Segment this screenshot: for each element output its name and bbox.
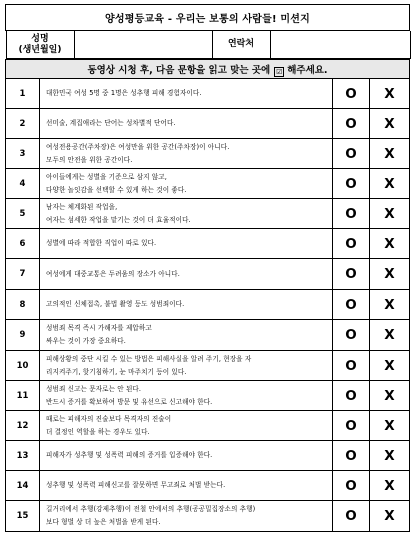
mission-table [5, 4, 410, 532]
question-line2: 더 결정인 역할을 하는 경우도 있다. [46, 427, 150, 436]
answer-o-option[interactable]: O [333, 381, 370, 411]
answer-o-option[interactable]: O [333, 320, 370, 351]
question-row [6, 229, 410, 259]
question-number: 13 [6, 441, 40, 471]
answer-o-option[interactable]: O [333, 229, 370, 259]
question-line2: 보다 형벌 상 더 높은 처벌을 받게 된다. [46, 518, 161, 526]
answer-o-option[interactable]: O [333, 351, 370, 381]
question-number: 9 [6, 320, 40, 351]
name-label-line2: (생년월일) [18, 44, 62, 55]
question-line1: 여성에게 대중교통은 두려움의 장소가 아니다. [46, 269, 180, 278]
answer-x-option[interactable]: X [370, 471, 410, 501]
answer-x-option[interactable]: X [370, 259, 410, 290]
answer-o-option[interactable]: O [333, 109, 370, 139]
question-row [6, 109, 410, 139]
question-line2: 싸우는 것이 가장 중요하다. [46, 337, 126, 345]
question-text [40, 259, 333, 290]
answer-o-option[interactable]: O [333, 290, 370, 320]
page-title: 양성평등교육 - 우리는 보통의 사람들! 미션지 [6, 5, 410, 31]
question-text [40, 320, 333, 351]
question-text [40, 199, 333, 229]
question-row [6, 79, 410, 109]
question-line1: 여성전용공간(주차장)은 여성만을 위한 공간(주차장)이 아니다. [46, 142, 230, 151]
question-line1: 아이들에게는 성별을 기준으로 삼지 않고, [46, 172, 167, 181]
answer-x-option[interactable]: X [370, 139, 410, 169]
question-row [6, 320, 410, 351]
question-line1: 피해상황의 중단 시킬 수 있는 방법은 피해사실을 알려 주기, 현장을 자 [46, 354, 252, 363]
answer-x-option[interactable]: X [370, 79, 410, 109]
instruction-text-before: 동영상 시청 후, 다음 문항을 읽고 맞는 곳에 [87, 64, 271, 76]
question-line1: 성범죄 신고는 문자로는 안 된다. [46, 384, 142, 393]
question-line1: 고의적인 신체접촉, 불법 촬영 등도 성범죄이다. [46, 300, 185, 308]
question-text [40, 471, 333, 501]
question-number: 1 [6, 79, 40, 109]
question-text [40, 351, 333, 381]
name-field[interactable] [74, 31, 212, 59]
question-text [40, 411, 333, 441]
question-text [40, 381, 333, 411]
question-line2: 다양한 놀잇감을 선택할 수 있게 하는 것이 좋다. [46, 185, 187, 194]
question-row [6, 381, 410, 411]
name-label-line1: 성명 [31, 33, 49, 44]
question-line1: 대한민국 여성 5명 중 1명은 성추행 피해 경험자이다. [46, 89, 202, 97]
question-row [6, 199, 410, 229]
answer-o-option[interactable]: O [333, 199, 370, 229]
answer-x-option[interactable]: X [370, 199, 410, 229]
question-line2: 리지켜주기, 핫기침하기, 눈 마주치기 등이 있다. [46, 367, 187, 376]
question-number: 12 [6, 411, 40, 441]
question-line1: 성추행 및 성폭력 피해신고를 잘못하면 무고죄로 처벌 받는다. [46, 481, 226, 489]
answer-x-option[interactable]: X [370, 501, 410, 532]
question-number: 11 [6, 381, 40, 411]
question-text [40, 229, 333, 259]
answer-x-option[interactable]: X [370, 381, 410, 411]
answer-x-option[interactable]: X [370, 320, 410, 351]
question-line2: 반드시 증거를 확보하여 방문 및 유선으로 신고해야 한다. [46, 397, 213, 406]
answer-x-option[interactable]: X [370, 441, 410, 471]
question-number: 5 [6, 199, 40, 229]
question-row [6, 169, 410, 199]
name-label [6, 31, 74, 59]
question-text [40, 109, 333, 139]
question-line2: 모두의 안전을 위한 공간이다. [46, 155, 133, 164]
question-row [6, 501, 410, 532]
question-number: 10 [6, 351, 40, 381]
question-line1: 선미술, 계집애라는 단어는 성차별적 단어다. [46, 119, 176, 127]
answer-x-option[interactable]: X [370, 169, 410, 199]
answer-o-option[interactable]: O [333, 441, 370, 471]
question-number: 4 [6, 169, 40, 199]
answer-o-option[interactable]: O [333, 259, 370, 290]
answer-x-option[interactable]: X [370, 351, 410, 381]
contact-label: 연락처 [212, 31, 270, 59]
question-line1: 성범죄 목격 즉시 가해자를 제압하고 [46, 324, 152, 332]
question-text [40, 441, 333, 471]
answer-x-option[interactable]: X [370, 290, 410, 320]
answer-o-option[interactable]: O [333, 501, 370, 532]
question-row [6, 259, 410, 290]
question-text [40, 79, 333, 109]
question-number: 15 [6, 501, 40, 532]
question-text [40, 169, 333, 199]
answer-o-option[interactable]: O [333, 79, 370, 109]
instruction-text-after: 해주세요. [287, 64, 328, 76]
answer-o-option[interactable]: O [333, 411, 370, 441]
question-number: 14 [6, 471, 40, 501]
question-text [40, 139, 333, 169]
question-row [6, 351, 410, 381]
question-number: 7 [6, 259, 40, 290]
question-number: 6 [6, 229, 40, 259]
question-line1: 성별에 따라 적합한 직업이 따로 있다. [46, 239, 157, 247]
question-number: 2 [6, 109, 40, 139]
question-row [6, 441, 410, 471]
question-line1: 남자는 체계화된 작업을, [46, 202, 118, 211]
mission-sheet [5, 4, 409, 532]
checkbox-icon: ☑ [276, 67, 283, 76]
answer-x-option[interactable]: X [370, 229, 410, 259]
answer-x-option[interactable]: X [370, 411, 410, 441]
question-row [6, 411, 410, 441]
question-row [6, 471, 410, 501]
answer-o-option[interactable]: O [333, 139, 370, 169]
instruction [6, 60, 410, 79]
answer-o-option[interactable]: O [333, 471, 370, 501]
question-text [40, 501, 333, 532]
question-number: 8 [6, 290, 40, 320]
question-line2: 여자는 섬세한 작업을 맡기는 것이 더 효율적이다. [46, 215, 191, 224]
question-row [6, 139, 410, 169]
answer-o-option[interactable]: O [333, 169, 370, 199]
question-row [6, 290, 410, 320]
question-text [40, 290, 333, 320]
contact-field[interactable] [270, 31, 410, 59]
question-line1: 피해자가 성추행 및 성폭력 피해의 증거를 입증해야 한다. [46, 451, 213, 459]
question-number: 3 [6, 139, 40, 169]
answer-x-option[interactable]: X [370, 109, 410, 139]
question-line1: 때로는 피해자의 진술보다 목격자의 진술이 [46, 414, 172, 423]
question-line1: 길거리에서 추행(강제추행)이 전철 안에서의 추행(공공밀집장소의 추행) [46, 505, 256, 513]
